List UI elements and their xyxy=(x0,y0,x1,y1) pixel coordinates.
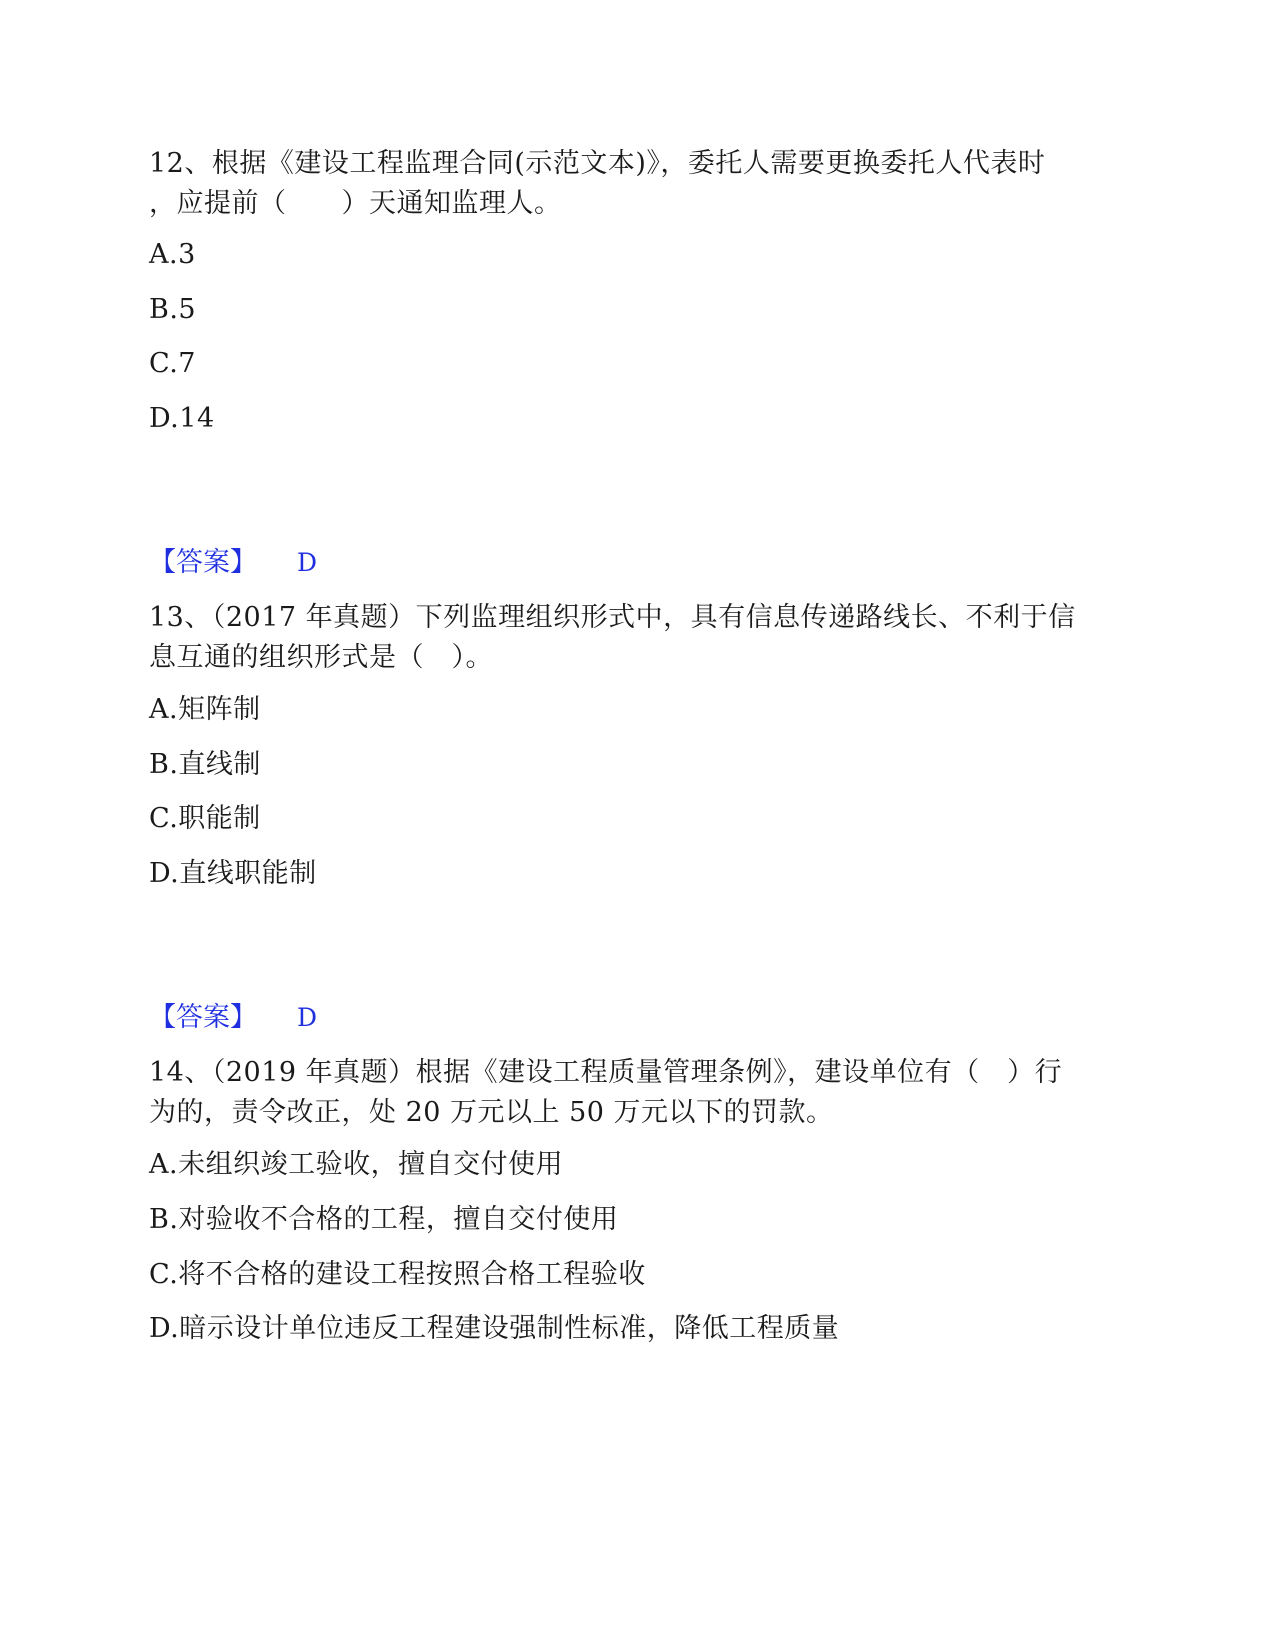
question-12-option-b: B.5 xyxy=(149,294,197,325)
answer-12-label: 【答案】 xyxy=(149,547,257,578)
question-13-option-b: B.直线制 xyxy=(149,749,261,780)
question-14-stem xyxy=(149,1053,1121,1133)
question-14-option-d: D.暗示设计单位违反工程建设强制性标准，降低工程质量 xyxy=(149,1313,840,1344)
question-12-option-a: A.3 xyxy=(149,239,196,270)
question-13-option-a: A.矩阵制 xyxy=(149,694,261,725)
question-13-option-d: D.直线职能制 xyxy=(149,858,317,889)
answer-13-label: 【答案】 xyxy=(149,1002,257,1033)
answer-12-value: D xyxy=(297,548,318,577)
answer-12 xyxy=(149,546,317,580)
question-13-option-c: C.职能制 xyxy=(149,803,261,834)
question-12-stem xyxy=(149,144,1121,224)
question-12-line-1: 12、根据《建设工程监理合同(示范文本)》，委托人需要更换委托人代表时 xyxy=(149,148,1046,179)
question-12-line-2: ，应提前（ ）天通知监理人。 xyxy=(149,188,562,219)
question-14-option-a: A.未组织竣工验收，擅自交付使用 xyxy=(149,1149,564,1180)
question-13-line-1: 13、（2017 年真题）下列监理组织形式中，具有信息传递路线长、不利于信 xyxy=(149,602,1076,633)
question-13-line-2: 息互通的组织形式是（ ）。 xyxy=(149,642,493,673)
question-14-line-1: 14、（2019 年真题）根据《建设工程质量管理条例》，建设单位有（ ）行 xyxy=(149,1057,1063,1088)
question-14-option-c: C.将不合格的建设工程按照合格工程验收 xyxy=(149,1259,646,1290)
question-13-stem xyxy=(149,598,1121,678)
question-12-option-c: C.7 xyxy=(149,348,196,379)
question-12-option-d: D.14 xyxy=(149,403,215,434)
answer-13 xyxy=(149,1001,317,1035)
question-14-option-b: B.对验收不合格的工程，擅自交付使用 xyxy=(149,1204,619,1235)
question-14-line-2: 为的，责令改正，处 20 万元以上 50 万元以下的罚款。 xyxy=(149,1097,834,1128)
answer-13-value: D xyxy=(297,1003,318,1032)
